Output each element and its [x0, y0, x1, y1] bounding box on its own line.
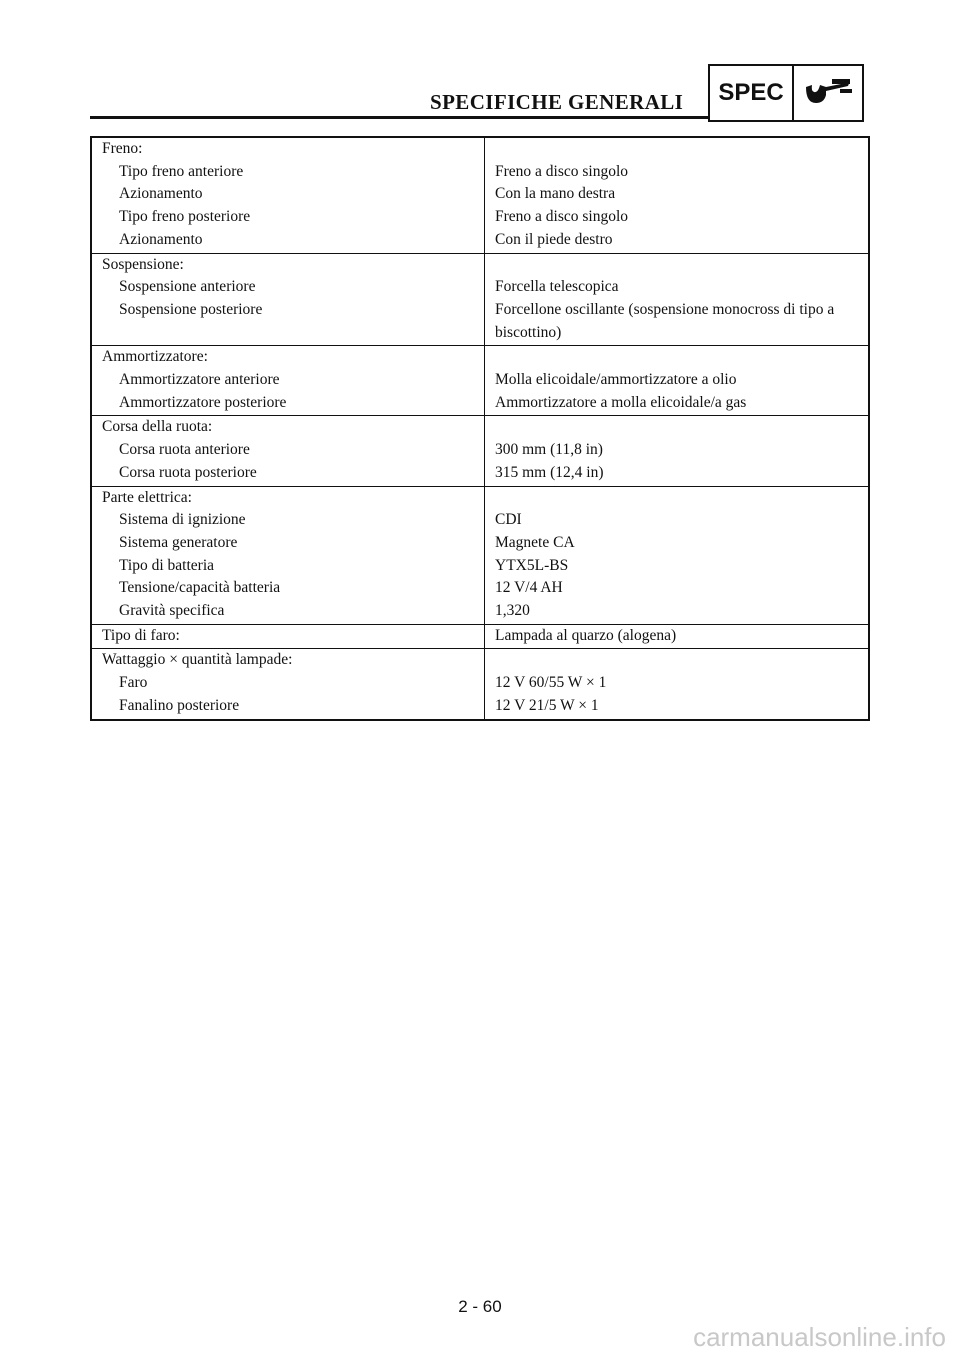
spec-section: [91, 624, 869, 649]
section-title-value: [495, 138, 864, 161]
spec-value-cell: [485, 416, 870, 486]
spec-item-value: 12 V 60/55 W × 1: [495, 674, 607, 692]
page-header: [90, 62, 870, 124]
section-title: Tipo di faro:: [102, 626, 180, 644]
spec-item-label: Gravità specifica: [119, 602, 225, 620]
spec-item-label: Azionamento: [119, 230, 203, 248]
spec-section: [91, 416, 869, 486]
spec-item-label: Ammortizzatore anteriore: [119, 371, 280, 389]
spec-item-label: Sistema di ignizione: [119, 511, 246, 529]
spec-item-value: Magnete CA: [495, 533, 575, 551]
spec-value-cell: [485, 253, 870, 346]
spec-table: [90, 136, 870, 721]
section-title: Parte elettrica:: [102, 488, 192, 506]
page-number: 2 - 60: [458, 1297, 502, 1316]
watermark: carmanualsonline.info: [693, 1322, 946, 1352]
spec-label-cell: [91, 253, 485, 346]
spec-label-cell: [91, 416, 485, 486]
spec-value-cell: [485, 346, 870, 416]
spec-item-value: 315 mm (12,4 in): [495, 463, 604, 481]
spec-item-value: Con il piede destro: [495, 230, 613, 248]
spec-item-value: Molla elicoidale/ammortizzatore a olio: [495, 371, 737, 389]
spec-section: [91, 649, 869, 720]
spec-item-label: Ammortizzatore posteriore: [119, 393, 287, 411]
spec-item-label: Tensione/capacità batteria: [119, 579, 281, 597]
spec-label-cell: [91, 486, 485, 624]
spec-item-value: 12 V 21/5 W × 1: [495, 696, 599, 714]
spec-item-label: Faro: [119, 674, 148, 692]
spec-item-label: Azionamento: [119, 185, 203, 203]
spec-label-cell: [91, 624, 485, 649]
page-title: SPECIFICHE GENERALI: [430, 90, 684, 114]
spec-label-cell: [91, 137, 485, 253]
spec-section: [91, 486, 869, 624]
spec-item-value: Ammortizzatore a molla elicoidale/a gas: [495, 393, 747, 411]
section-title-value: Lampada al quarzo (alogena): [495, 626, 677, 644]
spec-item-value: 300 mm (11,8 in): [495, 441, 603, 459]
spec-item-value: 12 V/4 AH: [495, 579, 563, 597]
spec-label-cell: [91, 649, 485, 720]
spec-item-value: Forcella telescopica: [495, 278, 619, 296]
wrench-icon: [794, 66, 862, 120]
spec-section: [91, 253, 869, 346]
spec-item-value: Con la mano destra: [495, 185, 616, 203]
spec-value-cell: [485, 486, 870, 624]
section-title-value: [495, 649, 864, 672]
spec-item-label: Corsa ruota anteriore: [119, 441, 250, 459]
spec-item-value: Freno a disco singolo: [495, 162, 629, 180]
spec-item-label: Corsa ruota posteriore: [119, 463, 257, 481]
spec-label: SPEC: [710, 66, 794, 120]
spec-item-value: Forcellone oscillante (sospensione monocross di tipo a biscottino): [495, 300, 835, 341]
spec-value-cell: [485, 624, 870, 649]
spec-item-label: Fanalino posteriore: [119, 696, 240, 714]
section-title-value: [495, 346, 864, 369]
header-rule: [90, 116, 710, 119]
spec-section: [91, 137, 869, 253]
section-title: Ammortizzatore:: [102, 348, 208, 366]
section-title: Corsa della ruota:: [102, 418, 213, 436]
spec-item-value: CDI: [495, 511, 522, 529]
section-title-value: [495, 416, 864, 439]
spec-item-label: Sospensione posteriore: [119, 300, 263, 318]
spec-value-cell: [485, 649, 870, 720]
spec-item-label: Tipo freno anteriore: [119, 162, 244, 180]
section-title: Sospensione:: [102, 255, 184, 273]
spec-item-value: Freno a disco singolo: [495, 208, 629, 226]
spec-item-label: Sistema generatore: [119, 533, 238, 551]
spec-label-cell: [91, 346, 485, 416]
spec-section: [91, 346, 869, 416]
spec-value-cell: [485, 137, 870, 253]
spec-badge: [708, 64, 864, 122]
section-title: Wattaggio × quantità lampade:: [102, 651, 293, 669]
section-title-value: [495, 254, 864, 277]
spec-item-value: YTX5L-BS: [495, 556, 569, 574]
spec-item-label: Sospensione anteriore: [119, 278, 256, 296]
section-title-value: [495, 487, 864, 510]
spec-item-value: 1,320: [495, 602, 530, 620]
spec-item-label: Tipo di batteria: [119, 556, 215, 574]
spec-item-label: Tipo freno posteriore: [119, 208, 251, 226]
section-title: Freno:: [102, 140, 143, 157]
